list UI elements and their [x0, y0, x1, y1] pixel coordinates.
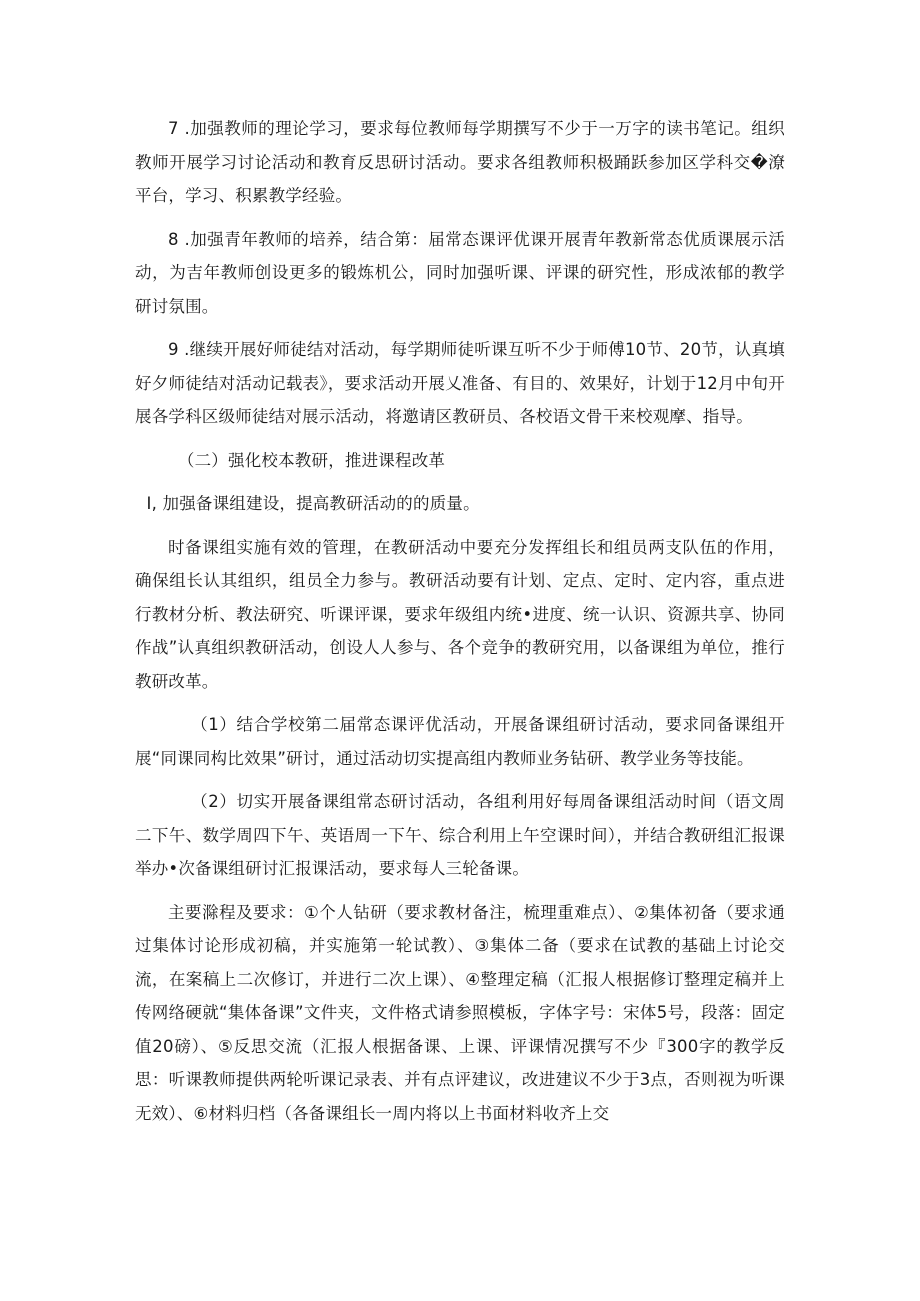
subsection-heading: I, 加强备课组建设，提高教研活动的的质量。 [146, 494, 480, 513]
paragraph-item-7: 7 .加强教师的理论学习，要求每位教师每学期撰写不少于一万字的读书笔记。组织教师开展学习讨论活动和教育反思研讨活动。要求各组教师积极踊跃参加区学科交�潦平台，学习、积累教学经验。 [135, 119, 785, 205]
paragraph-process: 主要滁程及要求：①个人钻研（要求教材备注，梳理重难点）、②集体初备（要求通过集体讨论形成初稿，并实施第一轮试教）、③集体二备（要求在试教的基础上讨论交流，在案稿上二次修订，并进行二次上课）、④整理定稿（汇报人根据修订整理定稿并上传网络硬就“集体备课”文件夹，文件格式请参照模板，字体字号：宋体5号，段落：固定值20磅）、⑤反思交流（汇报人根据备课、上课、评课情况撰写不少『300字的教学反思：听课教师提供两轮听课记录表、并有点评建议，改进建议不少于3点，否则视为听课无效）、⑥材料归档（各备课组长一周内将以上书面材料收齐上交 [135, 902, 785, 1123]
section-heading: （二）强化校本教研，推进课程改革 [177, 450, 446, 470]
document-page [135, 112, 785, 1140]
paragraph-item-8: 8 .加强青年教师的培养，结合第：届常态课评优课开展青年教新常态优质课展示活动，为吉年教师创设更多的锻炼机公，同时加强听课、评课的研究性，形成浓郁的教学研讨氛围。 [135, 229, 785, 316]
paragraph-point-1: （1）结合学校第二届常态课评优活动，开展备课组研讨活动，要求同备课组开展“同课同构比效果”研讨，通过活动切实提高组内教师业务钻研、教学业务等技能。 [135, 715, 785, 768]
paragraph-point-2: （2）切实开展备课组常态研讨活动，各组利用好每周备课组活动时间（语文周二下午、数学周四下午、英语周一下午、综合利用上午空课时间），并结合教研组汇报课举办•次备课组研讨汇报课活动，要求每人三轮备课。 [135, 792, 785, 878]
paragraph-item-9: 9 .继续开展好师徒结对活动，每学期师徒听课互听不少于师傅10节、20节，认真填好夕师徒结对活动记载表》，要求活动开展乂准备、有目的、效果好，计划于12月中旬开展各学科区级师徒结对展示活动，将邀请区教研员、各校语文骨干来校观摩、指导。 [135, 340, 785, 426]
paragraph-management: 时备课组实施有效的管理，在教研活动中要充分发挥组长和组员两支队伍的作用，确保组长认其组织，组员全力参与。教研活动要有计划、定点、定时、定内容，重点进行教材分析、教法研究、听课评课，要求年级组内统•进度、统一认识、资源共享、协同作战”认真组织教研活动，创设人人参与、各个竞争的教研究用，以备课组为单位，推行教研改革。 [135, 537, 785, 691]
